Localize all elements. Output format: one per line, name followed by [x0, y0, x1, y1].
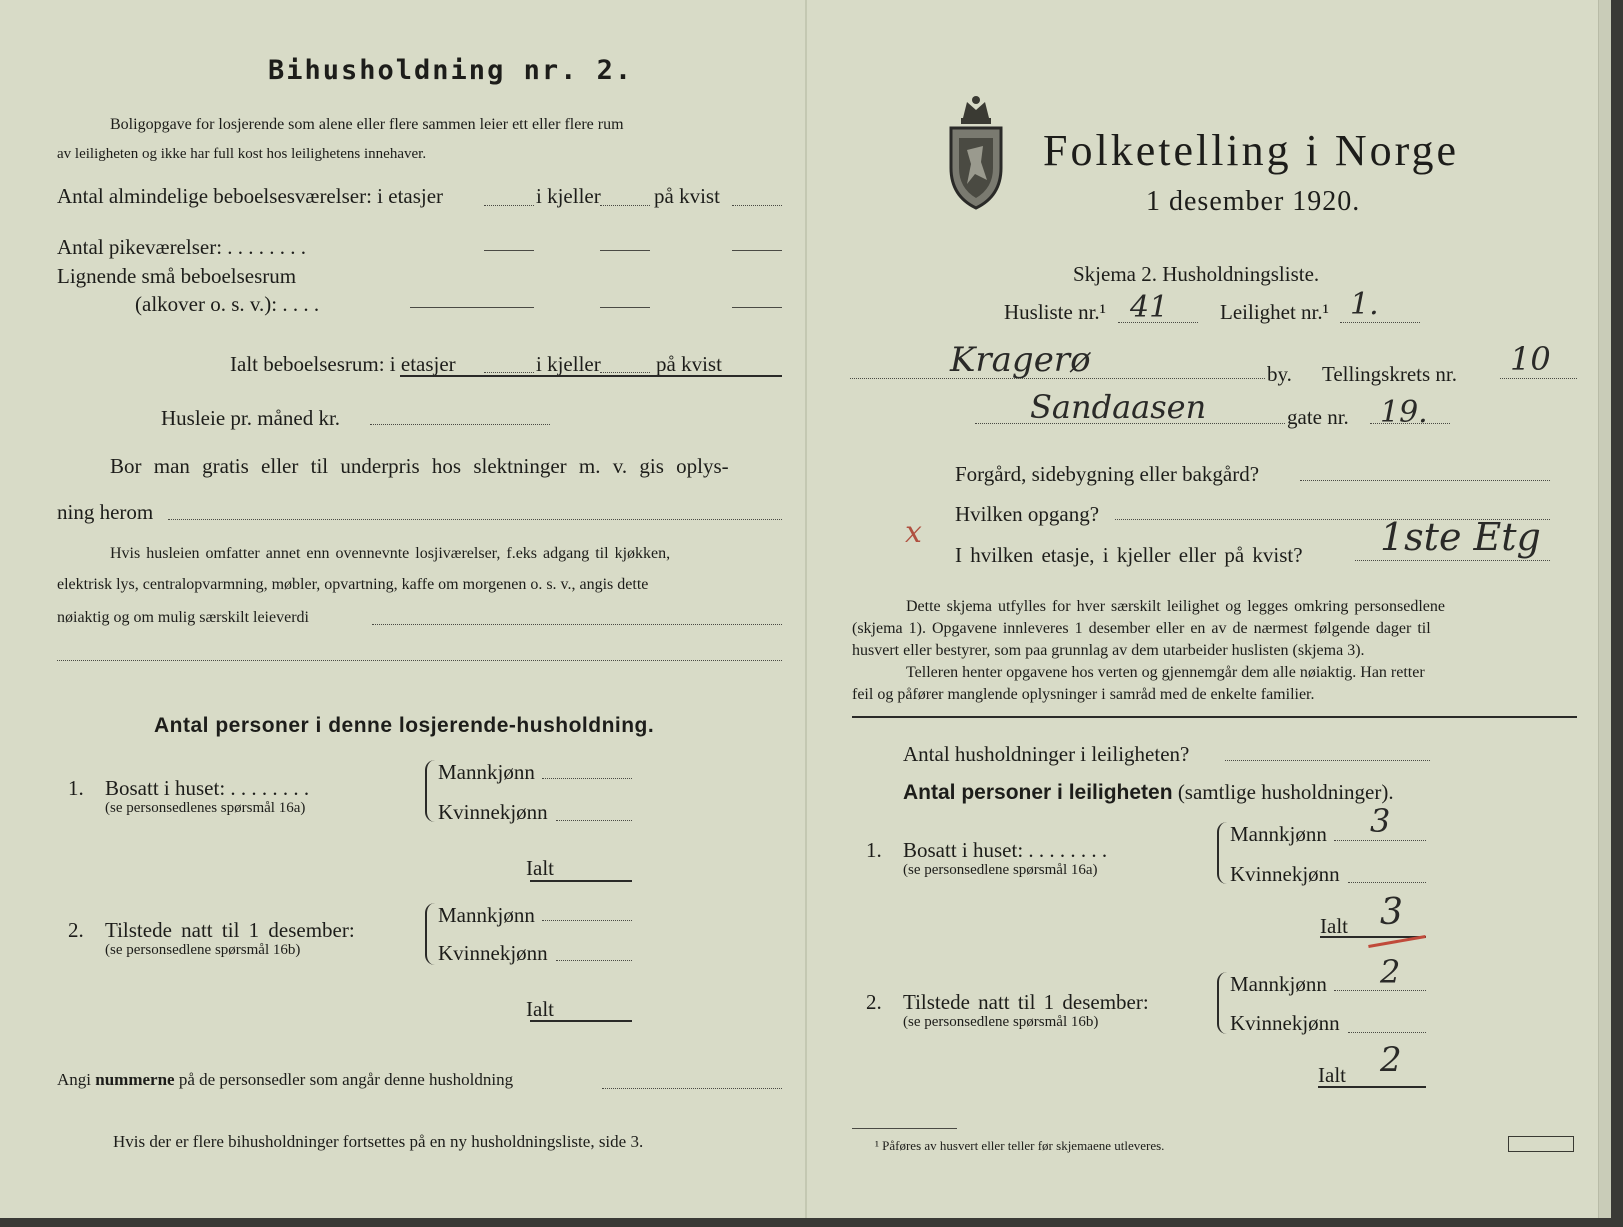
leilighet-value[interactable]: 1. [1350, 287, 1379, 322]
right-b1-num: 1. [866, 838, 882, 862]
ialt-rooms-label: Ialt beboelsesrum: i etasjer [230, 352, 456, 376]
by-label: by. [1267, 362, 1292, 386]
left-intro-line1: Boligopgave for losjerende som alene eller flere sammen leier ett eller flere rum [110, 116, 624, 133]
bor-text-line1: Bor man gratis eller til underpris hos slektninger m. v. gis oplys- [110, 454, 729, 478]
lignende-label-line2: (alkover o. s. v.): . . . . [135, 292, 320, 316]
left-b2-ialt-field[interactable] [530, 1020, 632, 1022]
left-b1-kvinne-field[interactable] [556, 820, 632, 821]
page-fold [805, 0, 807, 1218]
gate-nr-value[interactable]: 19. [1380, 395, 1428, 430]
etasje-label: I hvilken etasje, i kjeller eller på kvist? [955, 543, 1303, 567]
bor-text-line2: ning herom [57, 500, 154, 524]
right-b2-mann-field [1334, 990, 1426, 991]
left-b2-ialt-label: Ialt [526, 997, 554, 1021]
rooms-kjeller-field[interactable] [600, 205, 650, 206]
angi-post: på de personsedler som angår denne husholdning [178, 1070, 514, 1089]
info-divider [852, 716, 1577, 718]
left-b2-kvinne-label: Kvinnekjønn [438, 941, 548, 965]
left-b2-num: 2. [68, 918, 84, 942]
gate-nr-field [1370, 423, 1450, 424]
right-b1-kvinne-field[interactable] [1348, 882, 1426, 883]
rooms-kvist-field[interactable] [732, 205, 782, 206]
printer-stamp [1508, 1136, 1574, 1152]
pike-etasjer-field[interactable] [484, 250, 534, 251]
left-b1-ialt-field[interactable] [530, 880, 632, 882]
ialt-kjeller-label: i kjeller [536, 352, 601, 376]
krets-label: Tellingskrets nr. [1322, 362, 1458, 386]
left-b2-label: Tilstede natt til 1 desember: [105, 918, 355, 942]
hvis-field-2[interactable] [57, 660, 782, 661]
leilighet-label: Leilighet nr.¹ [1220, 300, 1329, 324]
lignende-label-line1: Lignende små beboelsesrum [57, 264, 297, 288]
right-b2-mann-label: Mannkjønn [1230, 972, 1327, 996]
skjema-label: Skjema 2. Husholdningsliste. [1073, 262, 1320, 286]
right-b1-mann-value[interactable]: 3 [1370, 802, 1391, 840]
krets-value[interactable]: 10 [1510, 340, 1551, 378]
hvis-text-line2: elektrisk lys, centralopvarmning, møbler, opvartning, kaffe om morgenen o. s. v., angis dette [57, 576, 649, 593]
right-b2-ialt-value[interactable]: 2 [1380, 1040, 1402, 1080]
lignende-kjeller-field[interactable] [600, 307, 650, 308]
right-b2-num: 2. [866, 990, 882, 1014]
husleie-label: Husleie pr. måned kr. [161, 406, 341, 430]
pike-kjeller-field[interactable] [600, 250, 650, 251]
angi-field[interactable] [602, 1088, 782, 1089]
left-b1-mann-field[interactable] [542, 778, 632, 779]
right-b1-ialt-value[interactable]: 3 [1380, 892, 1403, 933]
forgard-field[interactable] [1300, 480, 1550, 481]
right-b2-mann-value[interactable]: 2 [1380, 953, 1401, 991]
hvis-field[interactable] [372, 624, 782, 625]
husliste-field [1118, 322, 1198, 323]
right-title: Folketelling i Norge [1043, 126, 1460, 175]
rooms-kjeller-label: i kjeller [536, 184, 601, 208]
right-b2-label: Tilstede natt til 1 desember: [903, 990, 1149, 1014]
antal-personer-label [903, 780, 1394, 805]
hvis-text-line1: Hvis husleien omfatter annet enn ovennevnte losjiværelser, f.eks adgang til kjøkken, [110, 545, 671, 562]
left-b1-num: 1. [68, 776, 84, 800]
gate-field [975, 423, 1285, 424]
lignende-kvist-field[interactable] [732, 307, 782, 308]
pike-label: Antal pikeværelser: . . . . . . . . [57, 235, 307, 259]
left-b1-kvinne-label: Kvinnekjønn [438, 800, 548, 824]
leilighet-field [1340, 322, 1420, 323]
bor-field[interactable] [168, 519, 782, 520]
left-b1-label: Bosatt i huset: . . . . . . . . [105, 776, 310, 800]
right-b1-sub: (se personsedlene spørsmål 16a) [903, 862, 1098, 878]
lignende-etasjer-field[interactable] [410, 307, 534, 308]
coat-of-arms-icon [945, 90, 1007, 212]
by-field [850, 378, 1265, 379]
right-b1-label: Bosatt i huset: . . . . . . . . [903, 838, 1108, 862]
right-b2-ialt-label: Ialt [1318, 1063, 1346, 1087]
right-b2-kvinne-field[interactable] [1348, 1032, 1426, 1033]
pike-kvist-field[interactable] [732, 250, 782, 251]
angi-pre: Angi [57, 1070, 91, 1089]
rooms-label: Antal almindelige beboelsesværelser: i etasjer [57, 184, 444, 208]
footnote-rule [852, 1128, 957, 1129]
left-b1-sub: (se personsedlenes spørsmål 16a) [105, 800, 306, 816]
right-date: 1 desember 1920. [1146, 186, 1361, 217]
angi-text [57, 1070, 513, 1090]
gate-value[interactable]: Sandaasen [1030, 388, 1207, 426]
rooms-kvist-label: på kvist [654, 184, 720, 208]
right-b1-mann-field [1334, 840, 1426, 841]
left-b1-mann-label: Mannkjønn [438, 760, 535, 784]
ialt-kjeller-field[interactable] [600, 372, 650, 373]
krets-field [1500, 378, 1577, 379]
ialt-etasjer-field[interactable] [484, 372, 534, 373]
husliste-value[interactable]: 41 [1130, 290, 1169, 325]
husleie-field[interactable] [370, 424, 550, 425]
left-b2-brace [425, 903, 437, 965]
info-line1: Dette skjema utfylles for hver særskilt leilighet og legges omkring personsedlene [906, 598, 1445, 615]
opgang-label: Hvilken opgang? [955, 502, 1100, 526]
left-b2-mann-field[interactable] [542, 920, 632, 921]
sheet-edge [1598, 0, 1611, 1218]
margin-mark: x [905, 515, 922, 550]
right-b1-ialt-label: Ialt [1320, 914, 1348, 938]
left-footer: Hvis der er flere bihusholdninger fortsettes på en ny husholdningsliste, side 3. [113, 1132, 644, 1151]
by-value[interactable]: Kragerø [950, 340, 1091, 380]
antal-husholdninger-field[interactable] [1225, 760, 1430, 761]
right-b1-brace [1217, 822, 1229, 884]
info-line2: (skjema 1). Opgavene innleveres 1 desember eller en av de nærmest følgende dager til [852, 620, 1431, 637]
left-b2-kvinne-field[interactable] [556, 960, 632, 961]
forgard-label: Forgård, sidebygning eller bakgård? [955, 462, 1260, 486]
right-b2-kvinne-label: Kvinnekjønn [1230, 1011, 1340, 1035]
footnote: ¹ Påføres av husvert eller teller før skjemaene utleveres. [875, 1138, 1165, 1153]
info-line3: husvert eller bestyrer, som paa grunnlag av dem utarbeider huslisten (skjema 3). [852, 642, 1365, 659]
left-title: Bihusholdning nr. 2. [268, 55, 634, 86]
right-b1-kvinne-label: Kvinnekjønn [1230, 862, 1340, 886]
info-line4: Telleren henter opgavene hos verten og gjennemgår dem alle nøiaktig. Han retter [906, 664, 1425, 681]
angi-bold: nummerne [95, 1070, 175, 1089]
husliste-label: Husliste nr.¹ [1004, 300, 1106, 324]
ialt-rooms-underline [400, 375, 782, 377]
left-b1-brace [425, 760, 437, 822]
left-b2-mann-label: Mannkjønn [438, 903, 535, 927]
etasje-field [1355, 560, 1550, 561]
left-antal-heading: Antal personer i denne losjerende-husholdning. [154, 714, 655, 737]
left-b1-ialt-label: Ialt [526, 856, 554, 880]
info-line5: feil og påfører manglende oplysninger i samråd med de enkelte familier. [852, 686, 1315, 703]
left-b2-sub: (se personsedlene spørsmål 16b) [105, 942, 301, 958]
hvis-text-line3: nøiaktig og om mulig særskilt leieverdi [57, 609, 309, 626]
right-b2-sub: (se personsedlene spørsmål 16b) [903, 1014, 1099, 1030]
right-b1-mann-label: Mannkjønn [1230, 822, 1327, 846]
left-intro-line2: av leiligheten og ikke har full kost hos leilighetens innehaver. [57, 146, 427, 162]
antal-personer-rest: (samtlige husholdninger). [1177, 780, 1394, 804]
right-b2-brace [1217, 972, 1229, 1034]
antal-husholdninger-label: Antal husholdninger i leiligheten? [903, 742, 1190, 766]
rooms-etasjer-field[interactable] [484, 205, 534, 206]
ialt-kvist-label: på kvist [656, 352, 722, 376]
right-b2-ialt-field [1318, 1086, 1426, 1088]
gate-label: gate nr. [1287, 405, 1349, 429]
antal-personer-bold: Antal personer i leiligheten [903, 781, 1173, 804]
etasje-value[interactable]: 1ste Etg [1380, 515, 1541, 559]
